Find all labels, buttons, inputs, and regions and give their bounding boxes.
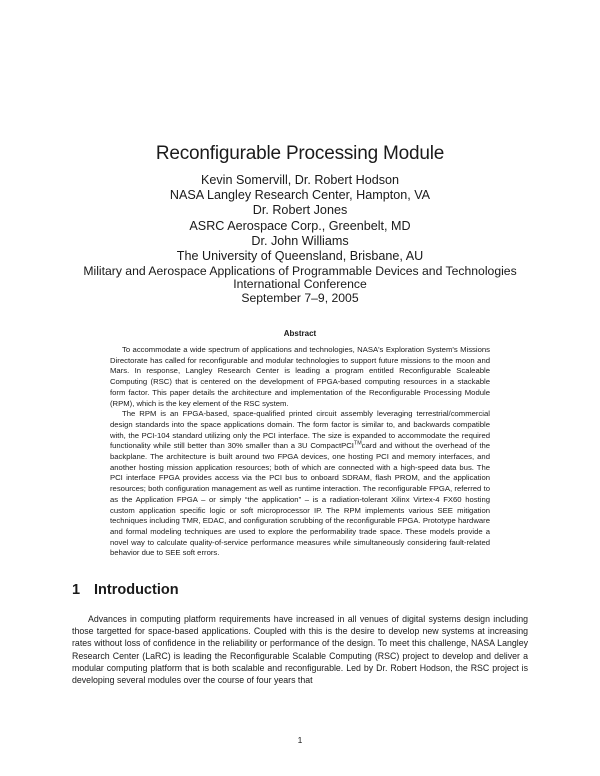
abstract-paragraph-2	[110, 409, 490, 559]
author-line-3: Dr. John Williams	[251, 233, 349, 248]
section-title: Introduction	[94, 582, 179, 598]
affiliation-line-1: NASA Langley Research Center, Hampton, VA	[169, 188, 431, 203]
introduction-paragraph-1: Advances in computing platform requirements have increased in all venues of digital systems design including those targetted for space-based applications. Coupled with this is the desire to develop new systems at increasing rates without loss of confidence in the reliability or performance of the design. To meet this challenge, NASA Langley Research Center (LaRC) is leading the Reconfigurable Scalable Computing (RSC) project to develop and deliver a modular computing platform that is both scalable and reconfigurable. Led by Dr. Robert Hodson, the RSC project is developing several modules over the course of four years that	[72, 614, 528, 686]
author-line-1: Kevin Somervill, Dr. Robert Hodson	[200, 173, 400, 187]
section-number: 1	[72, 582, 81, 598]
abstract-paragraph-2-part-a: The RPM is an FPGA-based, space-qualified printed circuit assembly leveraging terrestrial/commercial design standards into the space applications domain. The form factor is similar to, and backwards compatible with, the PCI-104 standard utilizing only the PCI interface. The size is expanded to accommodate the required functionality while still better than 30% smaller than a 3U CompactPCI	[110, 409, 490, 451]
section-heading-introduction	[72, 582, 179, 598]
abstract-paragraph-2-part-b: card and without the overhead of the backplane. The architecture is built around two FPGA devices, one hosting PCI and memory interfaces, and another hosting mission application resources; both of which are connected with a high-speed data bus. The PCI interface FPGA provides access via the PCI bus to onboard SDRAM, flash PROM, and the application resources; both configuration management as well as runtime interaction. The reconfigurable FPGA, referred to as the Application FPGA – or simply “the application” – is a radiation-tolerant Xilinx Virtex-4 FX60 hosting custom application specific logic or soft microprocessor IP. The RPM implements various SEE mitigation techniques including TMR, EDAC, and configuration scrubbing of the reconfigurable FPGA. Prototype hardware and formal modeling techniques are used to explore the performability trade space. These models provide a novel way to calculate quality-of-service performance measures while simultaneously considering fault-related behavior due to SEE soft errors.	[110, 441, 491, 558]
paper-title: Reconfigurable Processing Module	[155, 143, 445, 164]
conference-type: International Conference	[233, 277, 367, 292]
author-block	[0, 173, 600, 264]
page-number: 1	[297, 735, 303, 745]
conference-name: Military and Aerospace Applications of Programmable Devices and Technologies	[83, 264, 517, 278]
author-line-2: Dr. Robert Jones	[252, 203, 348, 218]
conference-date: September 7–9, 2005	[241, 290, 359, 305]
conference-block	[0, 265, 600, 305]
introduction-body	[72, 613, 528, 686]
trademark-superscript: TM	[353, 440, 362, 447]
affiliation-line-2: ASRC Aerospace Corp., Greenbelt, MD	[189, 218, 411, 233]
abstract-body	[110, 345, 490, 559]
abstract-paragraph-1: To accommodate a wide spectrum of applications and technologies, NASA's Exploration System's Missions Directorate has called for reconfigurable and modular technologies to support future missions to the moon and Mars. In response, Langley Research Center is leading a program entitled Reconfigurable Scaleable Computing (RSC) that is centered on the development of FPGA-based computing resources in a stackable form factor. This paper details the architecture and implementation of the Reconfigurable Processing Module (RPM), which is the key element of the RSC system.	[110, 345, 490, 408]
affiliation-line-3: The University of Queensland, Brisbane, AU	[176, 249, 424, 264]
abstract-heading: Abstract	[283, 329, 317, 338]
